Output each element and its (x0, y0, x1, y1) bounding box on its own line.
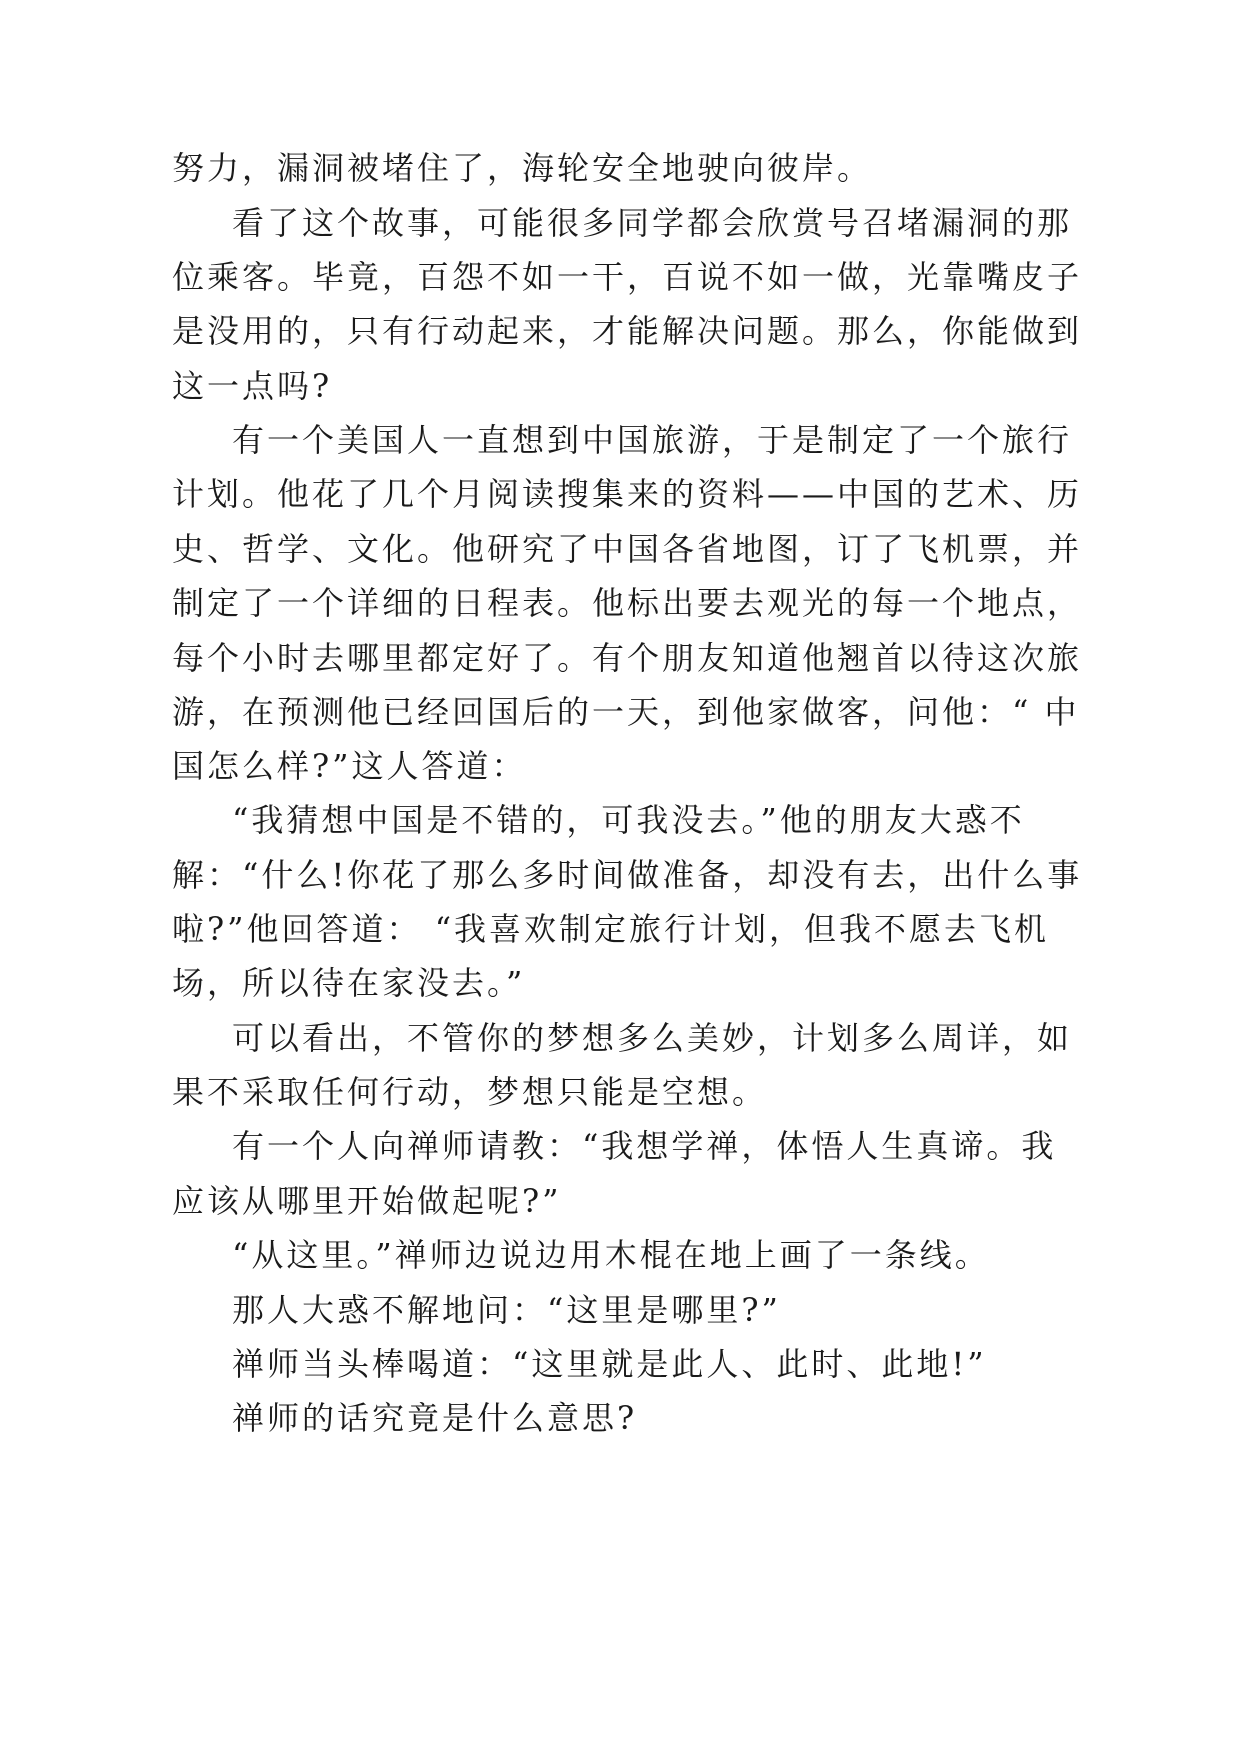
text-line: “我猜想中国是不错的，可我没去。”他的朋友大惑不 (232, 801, 1025, 839)
text-line: 有一个人向禅师请教：“我想学禅，体悟人生真谛。我 (232, 1127, 1057, 1165)
text-line: 努力，漏洞被堵住了，海轮安全地驶向彼岸。 (172, 149, 873, 187)
text-line: “从这里。”禅师边说边用木棍在地上画了一条线。 (232, 1236, 990, 1274)
text-line: 可以看出，不管你的梦想多么美妙，计划多么周详，如 (232, 1019, 1073, 1057)
text-line: 禅师当头棒喝道：“这里就是此人、此时、此地!” (232, 1345, 987, 1383)
text-line: 那人大惑不解地问：“这里是哪里?” (232, 1291, 781, 1329)
text-line: 应该从哪里开始做起呢?” (172, 1182, 562, 1220)
text-line: 看了这个故事，可能很多同学都会欣赏号召堵漏洞的那 (232, 204, 1073, 242)
text-line: 啦?”他回答道： “我喜欢制定旅行计划，但我不愿去飞机 (172, 910, 1050, 948)
text-line: 禅师的话究竟是什么意思? (232, 1399, 638, 1437)
text-line: 国怎么样?”这人答道： (172, 747, 527, 785)
text-line: 位乘客。毕竟，百怨不如一干，百说不如一做，光靠嘴皮子 (172, 258, 1083, 296)
text-line: 果不采取任何行动，梦想只能是空想。 (172, 1073, 768, 1111)
text-line: 解：“什么!你花了那么多时间做准备，却没有去，出什么事 (172, 856, 1083, 894)
text-line: 史、哲学、文化。他研究了中国各省地图，订了飞机票，并 (172, 530, 1083, 568)
text-line: 有一个美国人一直想到中国旅游，于是制定了一个旅行 (232, 421, 1073, 459)
text-line: 这一点吗? (172, 367, 333, 405)
text-line: 计划。他花了几个月阅读搜集来的资料——中国的艺术、历 (172, 475, 1083, 513)
text-line: 游，在预测他已经回国后的一天，到他家做客，问他：“ 中 (172, 693, 1080, 731)
text-line: 制定了一个详细的日程表。他标出要去观光的每一个地点， (172, 584, 1083, 622)
text-line: 场，所以待在家没去。” (172, 964, 526, 1002)
text-line: 每个小时去哪里都定好了。有个朋友知道他翘首以待这次旅 (172, 639, 1083, 677)
text-line: 是没用的，只有行动起来，才能解决问题。那么，你能做到 (172, 312, 1083, 350)
